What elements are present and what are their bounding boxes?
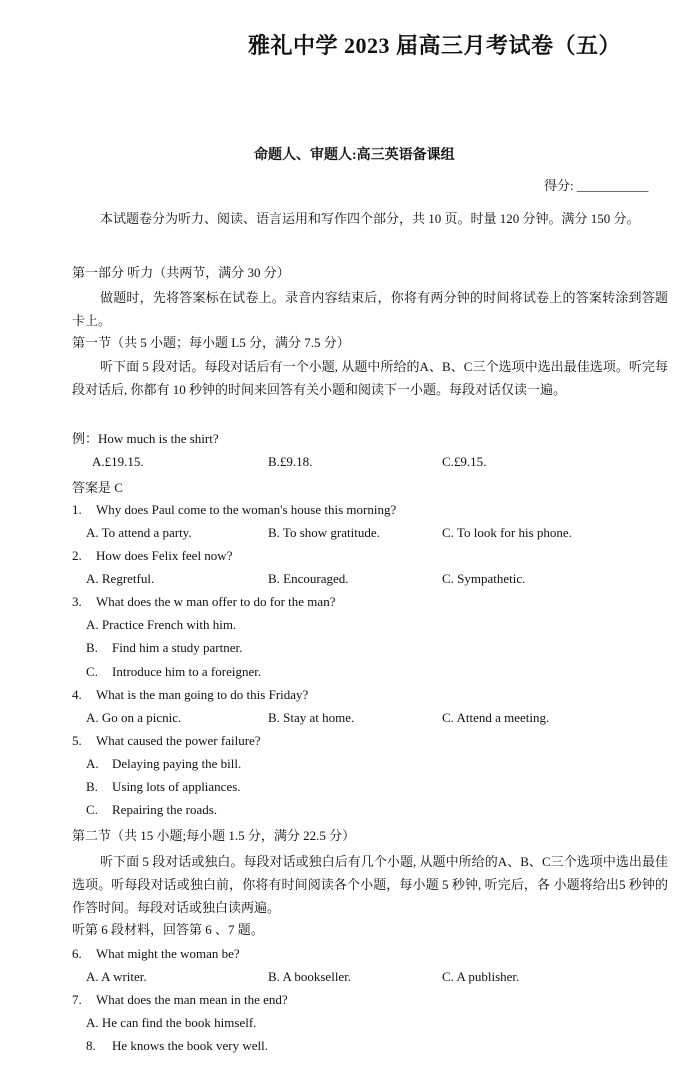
question-5-option-b [86,778,241,796]
question-1-option-a: A. To attend a party. [86,525,192,540]
question-text: What might the woman be? [96,946,240,961]
question-6-option-c: C. A publisher. [442,969,520,984]
question-5-option-a [86,755,241,773]
question-7 [72,991,288,1009]
question-1-option-c: C. To look for his phone. [442,525,572,540]
option-text: Find him a study partner. [112,640,243,655]
question-number: 3. [72,594,82,609]
part1-instruction: 做题时，先将答案标在试卷上。录音内容结束后，你将有两分钟的时间将试卷上的答案转涂到答题卡上。 [72,290,668,328]
option-letter: C. [86,802,98,817]
option-letter: C. [86,664,98,679]
question-2-option-b: B. Encouraged. [268,571,349,586]
question-3 [72,593,335,611]
question-4-option-a: A. Go on a picnic. [86,710,182,725]
question-text: How does Felix feel now? [96,548,233,563]
question-3-option-b [86,639,242,657]
section1-instruction: 听下面 5 段对话。每段对话后有一个小题, 从题中所给的A、B、C三个选项中选出最佳选项。听完每段对话后, 你都有 10 秒钟的时间来回答有关小题和阅读下一小题。每段对话仅读一遍。 [72,359,668,397]
question-text: What does the w man offer to do for the man? [96,594,336,609]
question-7-option-b [86,1037,268,1055]
question-text: What is the man going to do this Friday? [96,687,309,702]
example-option-c: C.£9.15. [442,454,487,469]
part1-heading: 第一部分 听力（共两节，满分 30 分） [72,265,290,280]
question-2-option-a: A. Regretful. [86,571,155,586]
section1-heading: 第一节（共 5 小题；每小题 L5 分，满分 7.5 分） [72,335,350,350]
intro-paragraph: 本试题卷分为听力、阅读、语言运用和写作四个部分，共 10 页。时量 120 分钟。满分 150 分。 [100,211,640,226]
option-text: Delaying paying the bill. [112,756,242,771]
question-1 [72,501,396,519]
question-text: What caused the power failure? [96,733,261,748]
option-text: Repairing the roads. [112,802,218,817]
question-7-option-a: A. He can find the book himself. [86,1015,257,1030]
question-number: 1. [72,502,82,517]
question-6-option-b: B. A bookseller. [268,969,352,984]
example-answer: 答案是 C [72,480,123,495]
question-3-option-c [86,663,261,681]
question-5 [72,732,261,750]
option-text: Using lots of appliances. [112,779,241,794]
authors-line: 命题人、审题人:高三英语备课组 [254,148,455,163]
material-6-label: 听第 6 段材料，回答第 6 、7 题。 [72,922,264,937]
question-text: What does the man mean in the end? [96,992,288,1007]
option-letter: B. [86,640,98,655]
exam-title: 雅礼中学 2023 届高三月考试卷（五） [248,33,622,58]
question-2 [72,547,232,565]
question-6 [72,945,240,963]
question-number: 5. [72,733,82,748]
option-text: Introduce him to a foreigner. [112,664,262,679]
option-letter: A. [86,756,99,771]
question-4-option-b: B. Stay at home. [268,710,355,725]
question-3-option-a: A. Practice French with him. [86,617,237,632]
question-text: Why does Paul come to the woman's house this morning? [96,502,397,517]
question-number: 7. [72,992,82,1007]
section2-heading: 第二节（共 15 小题;每小题 1.5 分，满分 22.5 分） [72,828,356,843]
question-6-option-a: A. A writer. [86,969,147,984]
example-option-a: A.£19.15. [92,454,144,469]
option-text: He knows the book very well. [112,1038,268,1053]
question-1-option-b: B. To show gratitude. [268,525,380,540]
example-option-b: B.£9.18. [268,454,313,469]
question-number: 6. [72,946,82,961]
example-question: 例：How much is the shirt? [72,431,219,446]
score-field: 得分: ___________ [544,178,649,193]
section2-instruction: 听下面 5 段对话或独白。每段对话或独白后有几个小题, 从题中所给的A、B、C三个选项中选出最佳选项。听每段对话或独白前，你将有时间阅读各个小题，每小题 5 秒钟, 听完后，各 小题将给出5 秒钟的作答时间。每段对话或独白读两遍。 [72,854,668,915]
option-letter: 8. [86,1038,96,1053]
option-letter: B. [86,779,98,794]
question-5-option-c [86,801,217,819]
question-4-option-c: C. Attend a meeting. [442,710,550,725]
question-4 [72,686,308,704]
question-2-option-c: C. Sympathetic. [442,571,526,586]
question-number: 2. [72,548,82,563]
question-number: 4. [72,687,82,702]
